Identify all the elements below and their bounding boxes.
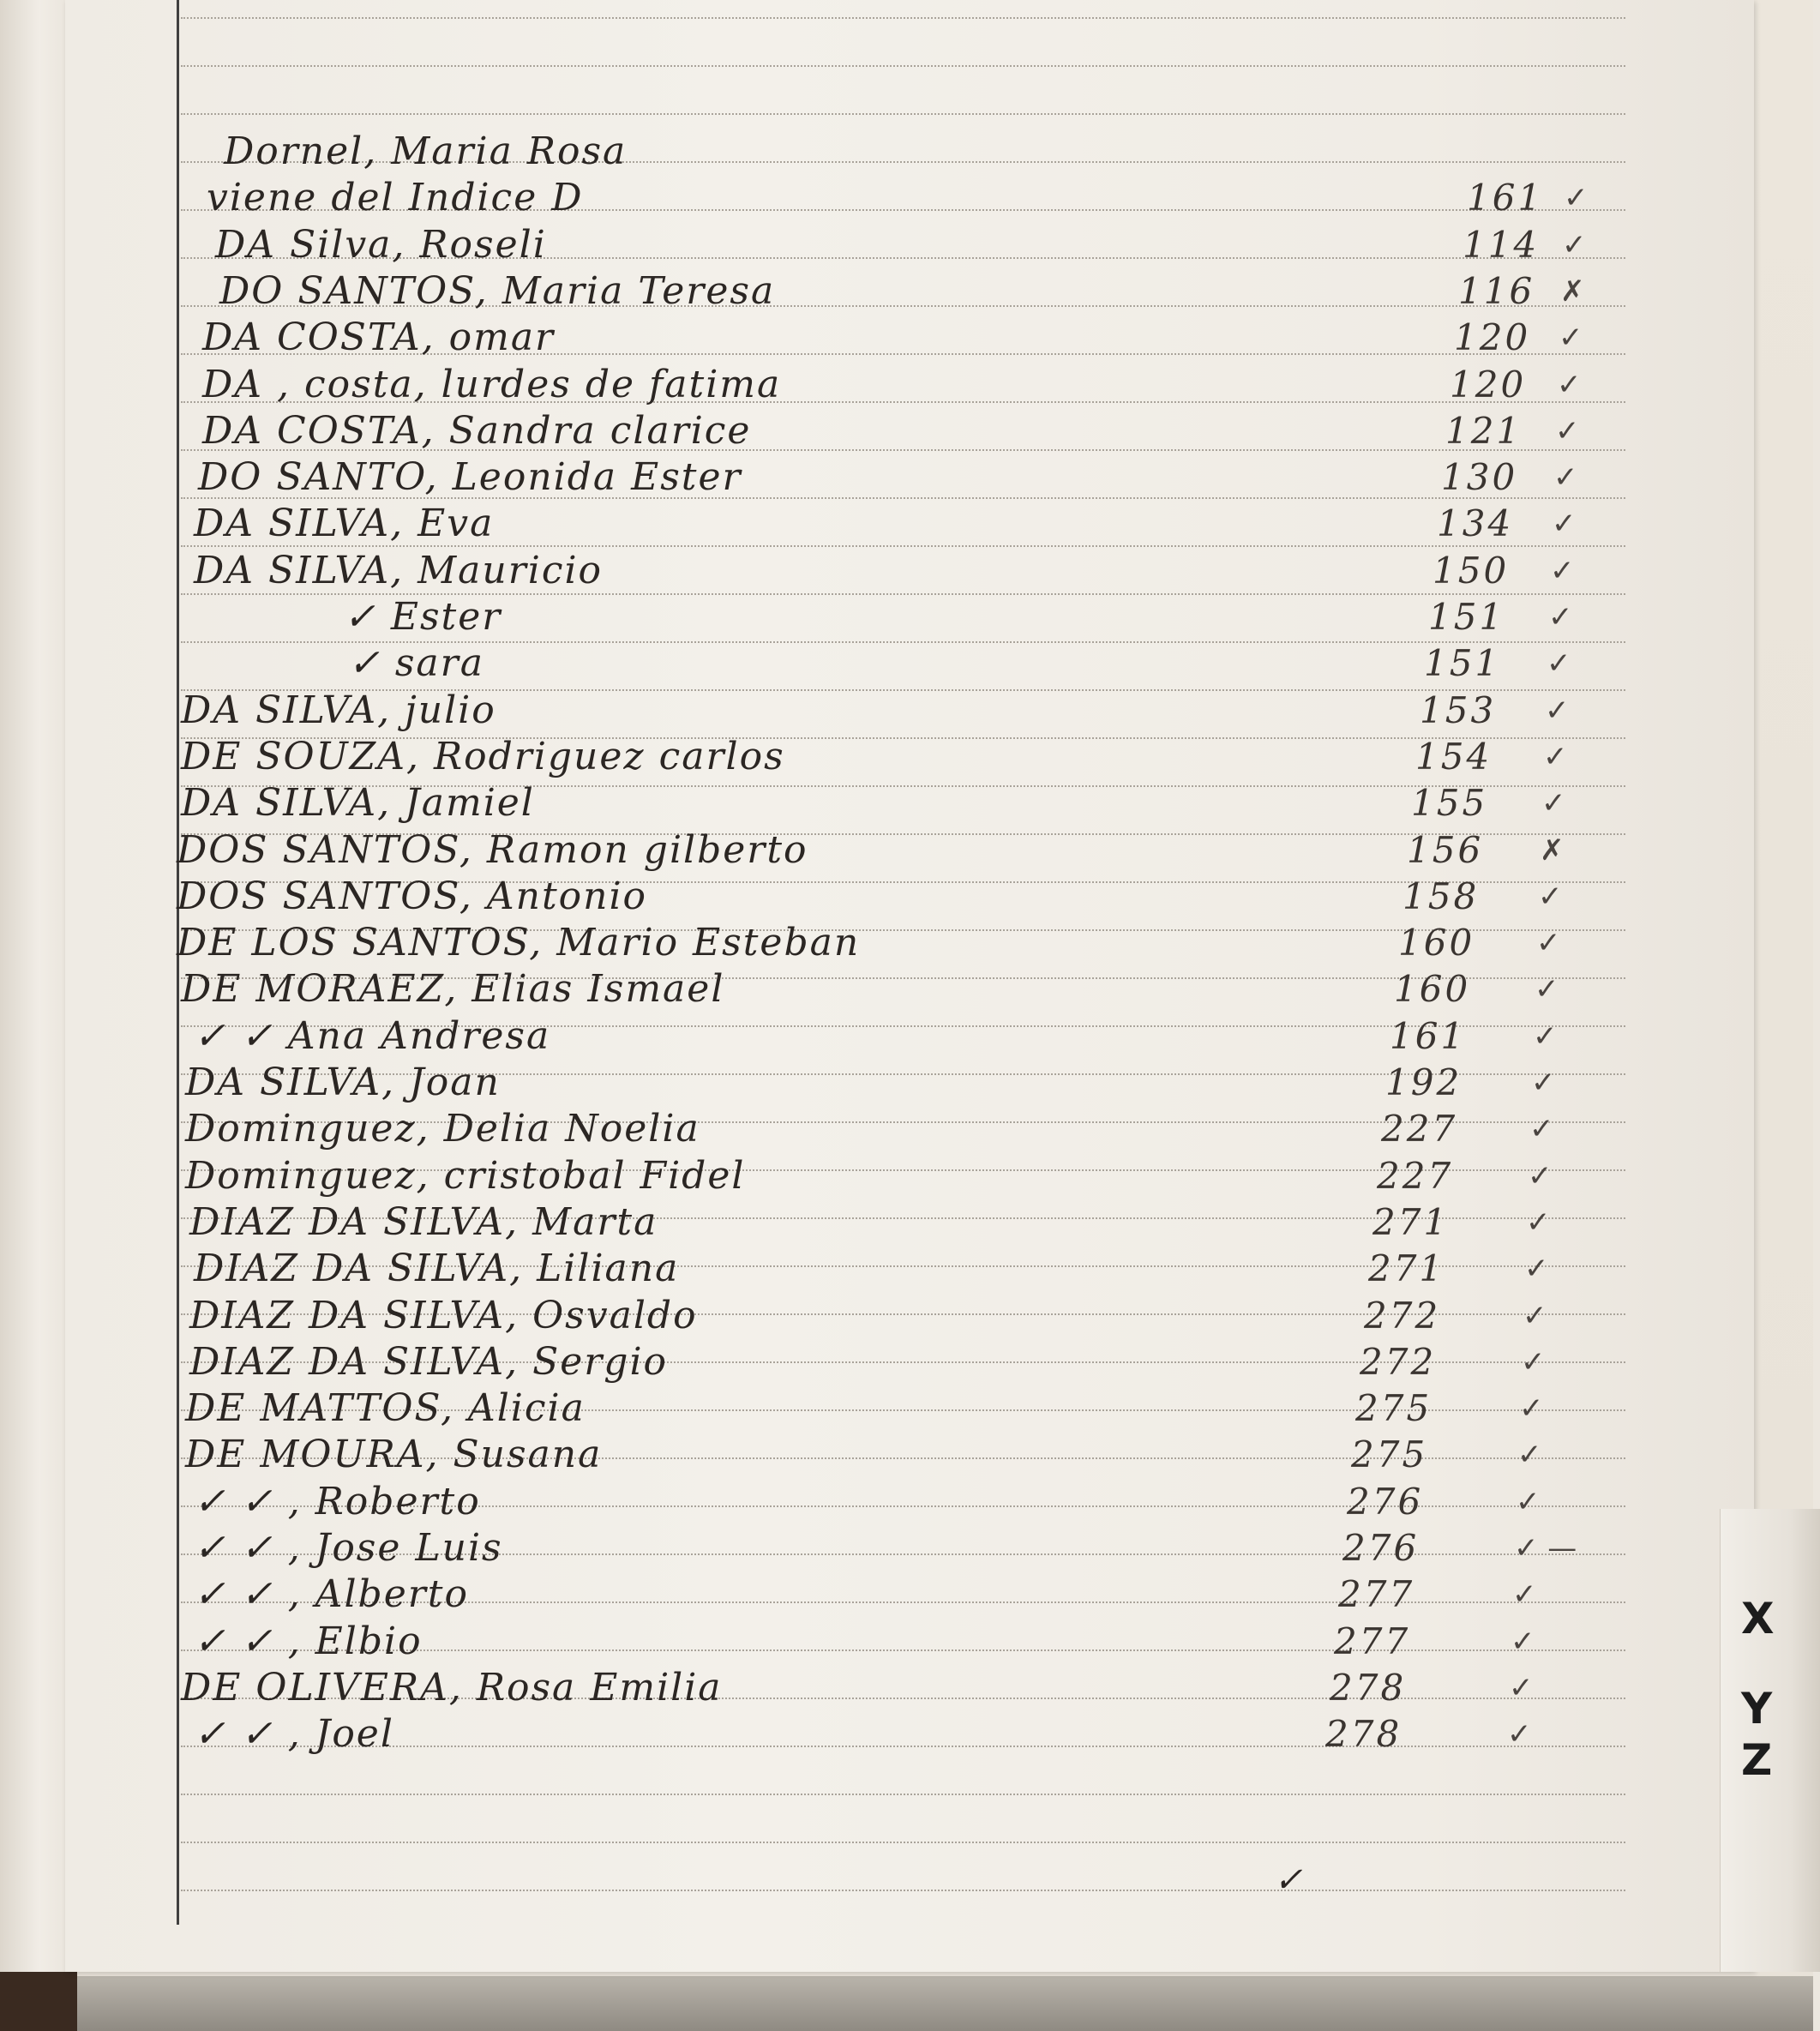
entry-number: 276 <box>1347 1480 1424 1523</box>
table-corner <box>0 1972 77 2031</box>
entry-name: DE SOUZA, Rodriguez carlos <box>181 734 785 778</box>
entry-number: 151 <box>1424 642 1501 685</box>
check-mark: ✓ <box>1550 553 1575 588</box>
entry-number: 121 <box>1445 409 1523 452</box>
entry-name: ✓ ✓ , Elbio <box>194 1619 423 1663</box>
entry-name: ✓ Ester <box>344 595 502 639</box>
entry-name: DIAZ DA SILVA, Osvaldo <box>189 1293 698 1337</box>
entry-number: 150 <box>1433 549 1510 592</box>
entry-name: ✓ ✓ , Jose Luis <box>194 1526 503 1570</box>
entry-name: DO SANTO, Leonida Ester <box>198 455 742 500</box>
entry-name: ✓ sara <box>348 641 484 686</box>
entry-name: DOS SANTOS, Ramon gilberto <box>177 827 808 872</box>
entry-name: DIAZ DA SILVA, Marta <box>189 1199 658 1244</box>
check-mark: ✓ <box>1548 600 1573 634</box>
entry-number: 130 <box>1441 456 1518 499</box>
ruled-line <box>181 1746 1625 1747</box>
check-mark: ✓ <box>1555 413 1580 448</box>
entry-name: ✓ ✓ Ana Andresa <box>194 1013 551 1058</box>
book-cover-edge <box>0 1976 1813 2031</box>
entry-number: 275 <box>1355 1387 1433 1430</box>
entry-number: 114 <box>1463 223 1540 266</box>
entry-number: 134 <box>1437 502 1514 545</box>
entry-name: DIAZ DA SILVA, Sergio <box>189 1339 669 1384</box>
entry-number: 192 <box>1385 1061 1463 1103</box>
entry-name: DIAZ DA SILVA, Liliana <box>194 1247 680 1291</box>
entry-name: DE MORAEZ, Elias Ismael <box>181 967 725 1012</box>
check-mark: ✓ <box>1509 1670 1534 1705</box>
entry-number: 278 <box>1330 1666 1407 1709</box>
check-mark: ✓ <box>1535 972 1559 1007</box>
entry-name: DE LOS SANTOS, Mario Esteban <box>177 921 861 965</box>
ruled-line <box>181 113 1625 115</box>
check-mark: ✓ <box>1543 739 1568 774</box>
entry-number: 227 <box>1377 1154 1454 1197</box>
entry-name: ✓ ✓ , Roberto <box>194 1479 481 1523</box>
check-mark: ✓ <box>1511 1624 1535 1659</box>
entry-number: 160 <box>1394 968 1471 1011</box>
check-mark: ✓ <box>1552 507 1577 542</box>
entry-number: 272 <box>1360 1340 1437 1383</box>
ruled-line <box>181 65 1625 67</box>
check-mark: ✓ <box>1512 1577 1537 1613</box>
entry-name: DA SILVA, Eva <box>194 502 495 546</box>
entry-name: DA COSTA, omar <box>202 315 556 360</box>
entry-name: DO SANTOS, Maria Teresa <box>219 268 776 313</box>
entry-number: 120 <box>1450 363 1527 406</box>
entry-name: Dominguez, Delia Noelia <box>185 1107 700 1151</box>
entry-name: DE MOURA, Susana <box>185 1433 603 1477</box>
check-mark: ✓ <box>1562 227 1587 262</box>
check-mark: ✓ <box>1547 646 1571 682</box>
entry-number: 276 <box>1342 1527 1420 1569</box>
check-mark: ✗ <box>1560 273 1585 309</box>
check-mark: ✗ <box>1540 832 1565 868</box>
entry-name: DA Silva, Roseli <box>215 222 547 267</box>
entry-number: 161 <box>1390 1014 1467 1057</box>
check-mark: ✓ <box>1553 460 1578 496</box>
check-mark: ✓ <box>1529 1112 1554 1147</box>
entry-name: DE MATTOS, Alicia <box>185 1386 586 1431</box>
entry-number: 158 <box>1403 874 1480 917</box>
entry-name: DE OLIVERA, Rosa Emilia <box>181 1665 723 1710</box>
entry-name: DA COSTA, Sandra clarice <box>202 408 752 453</box>
check-mark: ✓ <box>1526 1205 1551 1240</box>
entry-name: viene del Indice D <box>207 176 584 220</box>
entry-number: 272 <box>1364 1294 1441 1337</box>
entry-number: 277 <box>1338 1573 1415 1616</box>
entry-number: 153 <box>1420 688 1497 731</box>
check-mark: ✓ <box>1545 693 1570 728</box>
entry-number: 160 <box>1398 922 1475 964</box>
entry-name: DA SILVA, Mauricio <box>194 548 604 592</box>
check-mark: ✓ <box>1516 1484 1541 1519</box>
check-mark: ✓ <box>1541 786 1566 821</box>
entry-number: 278 <box>1325 1713 1403 1756</box>
check-mark: ✓ <box>1528 1158 1553 1193</box>
check-mark: ✓ <box>1531 1066 1556 1100</box>
ledger-page <box>65 0 1775 1972</box>
entry-name: DA SILVA, Jamiel <box>181 781 535 826</box>
left-page-edge <box>0 0 66 1972</box>
check-mark: ✓ <box>1507 1717 1532 1752</box>
ruled-line <box>181 1794 1625 1795</box>
entry-name: DA , costa, lurdes de fatima <box>202 362 782 406</box>
check-mark: ✓ <box>1538 879 1563 914</box>
check-mark: ✓ <box>1564 181 1589 216</box>
entry-number: 151 <box>1428 596 1505 638</box>
entry-number: 155 <box>1411 782 1488 825</box>
entry-name: ✓ ✓ , Joel <box>194 1712 394 1757</box>
entry-number: 156 <box>1407 828 1484 871</box>
index-tab-y[interactable]: Y <box>1741 1684 1773 1734</box>
check-mark: ✓ <box>1517 1438 1542 1473</box>
entry-number: 271 <box>1368 1247 1445 1290</box>
ruled-line <box>181 1890 1625 1891</box>
check-mark: ✓ <box>1533 1019 1558 1054</box>
entry-number: 275 <box>1351 1433 1428 1476</box>
check-mark: ✓ <box>1519 1391 1544 1427</box>
index-tab-z[interactable]: Z <box>1741 1735 1773 1785</box>
check-mark: ✓ <box>1523 1298 1547 1333</box>
check-mark: ✓ <box>1521 1344 1546 1379</box>
entry-number: 227 <box>1381 1108 1458 1151</box>
entry-name: ✓ ✓ , Alberto <box>194 1572 469 1617</box>
entry-name: DOS SANTOS, Antonio <box>177 874 648 918</box>
entry-number: 277 <box>1334 1619 1411 1662</box>
entry-number: 154 <box>1415 735 1493 778</box>
index-tab-x[interactable]: X <box>1741 1594 1775 1643</box>
check-mark: ✓ <box>1557 367 1582 402</box>
ruled-line <box>181 1842 1625 1843</box>
check-mark: ✓ <box>1536 926 1561 961</box>
entry-number: 161 <box>1467 177 1544 219</box>
entry-name: DA SILVA, julio <box>181 688 496 732</box>
footer-mark: ✓ <box>1274 1860 1303 1900</box>
ruled-line <box>181 17 1625 19</box>
entry-name: Dominguez, cristobal Fidel <box>185 1153 746 1198</box>
check-mark: ✓ <box>1524 1252 1549 1287</box>
entry-name: DA SILVA, Joan <box>185 1061 501 1104</box>
check-mark: ✓ <box>1559 321 1583 356</box>
entry-number: 120 <box>1454 316 1531 359</box>
entry-number: 116 <box>1458 269 1535 312</box>
check-mark: ✓ — <box>1514 1531 1577 1565</box>
entry-name: Dornel, Maria Rosa <box>224 129 628 173</box>
entry-number: 271 <box>1373 1200 1450 1243</box>
